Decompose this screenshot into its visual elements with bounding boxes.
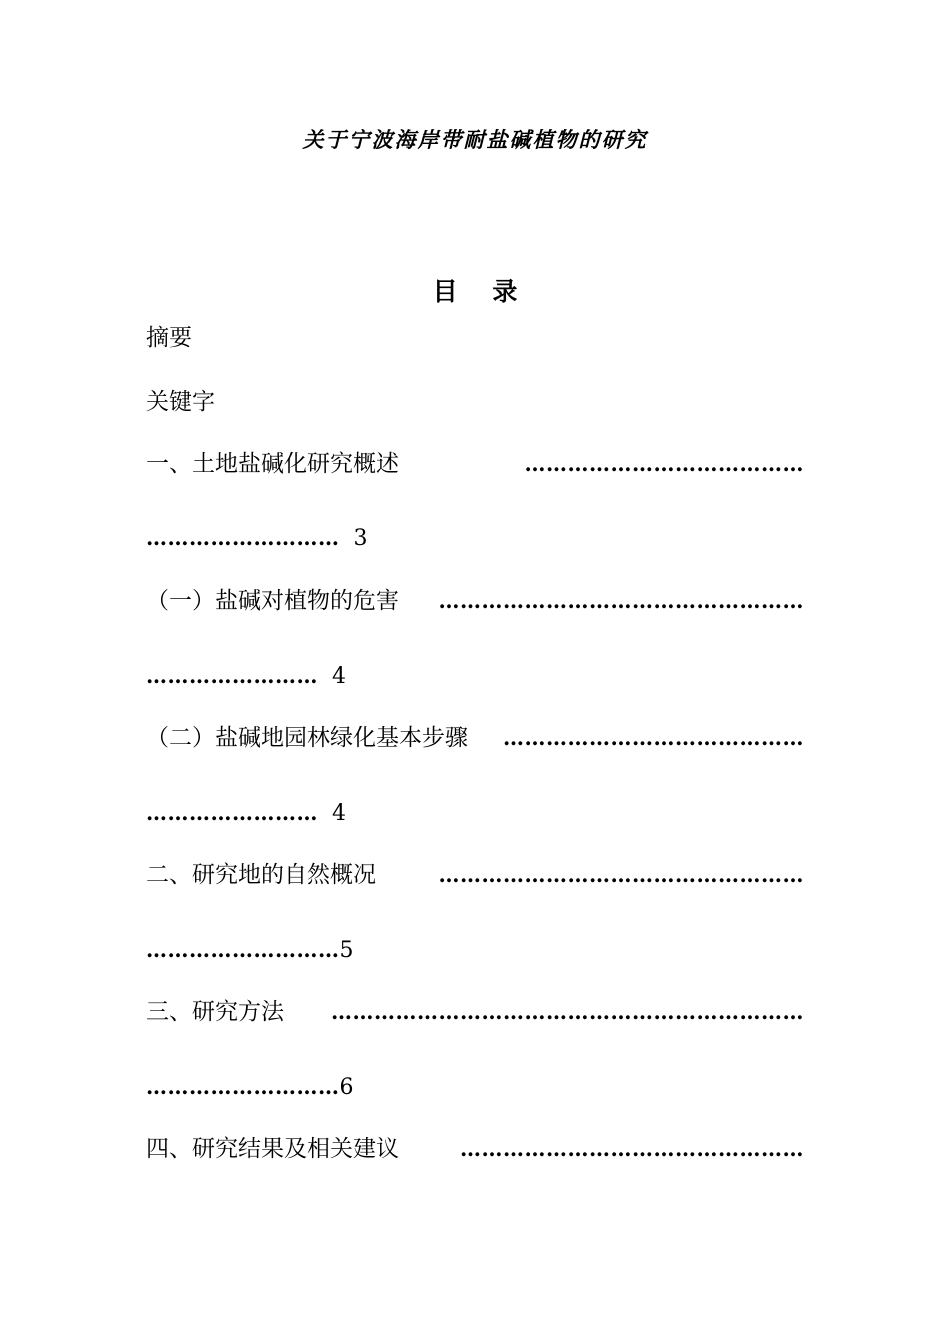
- toc-entry-label: 二、研究地的自然概况: [146, 862, 376, 888]
- toc-entry-label: 摘要: [146, 325, 192, 351]
- toc-entry-label: （一）盐碱对植物的危害: [146, 588, 399, 614]
- toc-leader: ……………………: [146, 663, 318, 688]
- toc-page-number: 5: [339, 938, 354, 963]
- toc-entry-section-1-1-page-line: [146, 660, 346, 692]
- toc-entry-section-3-page-line: [146, 1071, 354, 1103]
- toc-entry-label: 四、研究结果及相关建议: [146, 1136, 399, 1162]
- toc-entry-label: 三、研究方法: [146, 999, 284, 1025]
- toc-page-number: 4: [332, 801, 346, 826]
- toc-entry-section-2-page-line: [146, 934, 354, 966]
- toc-page-number: 3: [353, 526, 368, 551]
- toc-leader: ………………………: [146, 937, 340, 962]
- toc-heading: 目 录: [432, 277, 518, 306]
- toc-entry-label: （二）盐碱地园林绿化基本步骤: [146, 725, 468, 751]
- toc-entry-section-2[interactable]: [146, 859, 804, 891]
- toc-leader: …………………………………: [524, 451, 804, 476]
- toc-leader: …………………………………………………………: [331, 999, 804, 1024]
- toc-entry-section-1-2-page-line: [146, 797, 346, 829]
- toc-entry-abstract[interactable]: [146, 322, 804, 354]
- toc-leader: ………………………: [146, 1074, 340, 1099]
- toc-leader: ……………………………………………: [438, 588, 804, 613]
- toc-entry-label: 一、土地盐碱化研究概述: [146, 451, 399, 477]
- toc-page-number: 4: [332, 664, 346, 689]
- toc-entry-section-1-2[interactable]: [146, 722, 804, 754]
- toc-entry-label: 关键字: [146, 389, 215, 415]
- toc-entry-section-1-page-line: [146, 522, 368, 554]
- toc-entry-section-1-1[interactable]: [146, 585, 804, 617]
- toc-leader: …………………………………………: [460, 1136, 804, 1161]
- toc-leader: ……………………………………………: [438, 862, 804, 887]
- toc-leader: ……………………………………: [503, 725, 804, 750]
- toc-page-number: 6: [339, 1075, 354, 1100]
- toc-leader: ……………………: [146, 800, 318, 825]
- toc-entry-keywords[interactable]: [146, 386, 804, 418]
- toc-leader: ………………………: [146, 525, 340, 550]
- toc-entry-section-1[interactable]: [146, 448, 804, 480]
- toc-entry-section-4[interactable]: [146, 1133, 804, 1165]
- toc-entry-section-3[interactable]: [146, 996, 804, 1028]
- document-title: 关于宁波海岸带耐盐碱植物的研究: [302, 127, 648, 152]
